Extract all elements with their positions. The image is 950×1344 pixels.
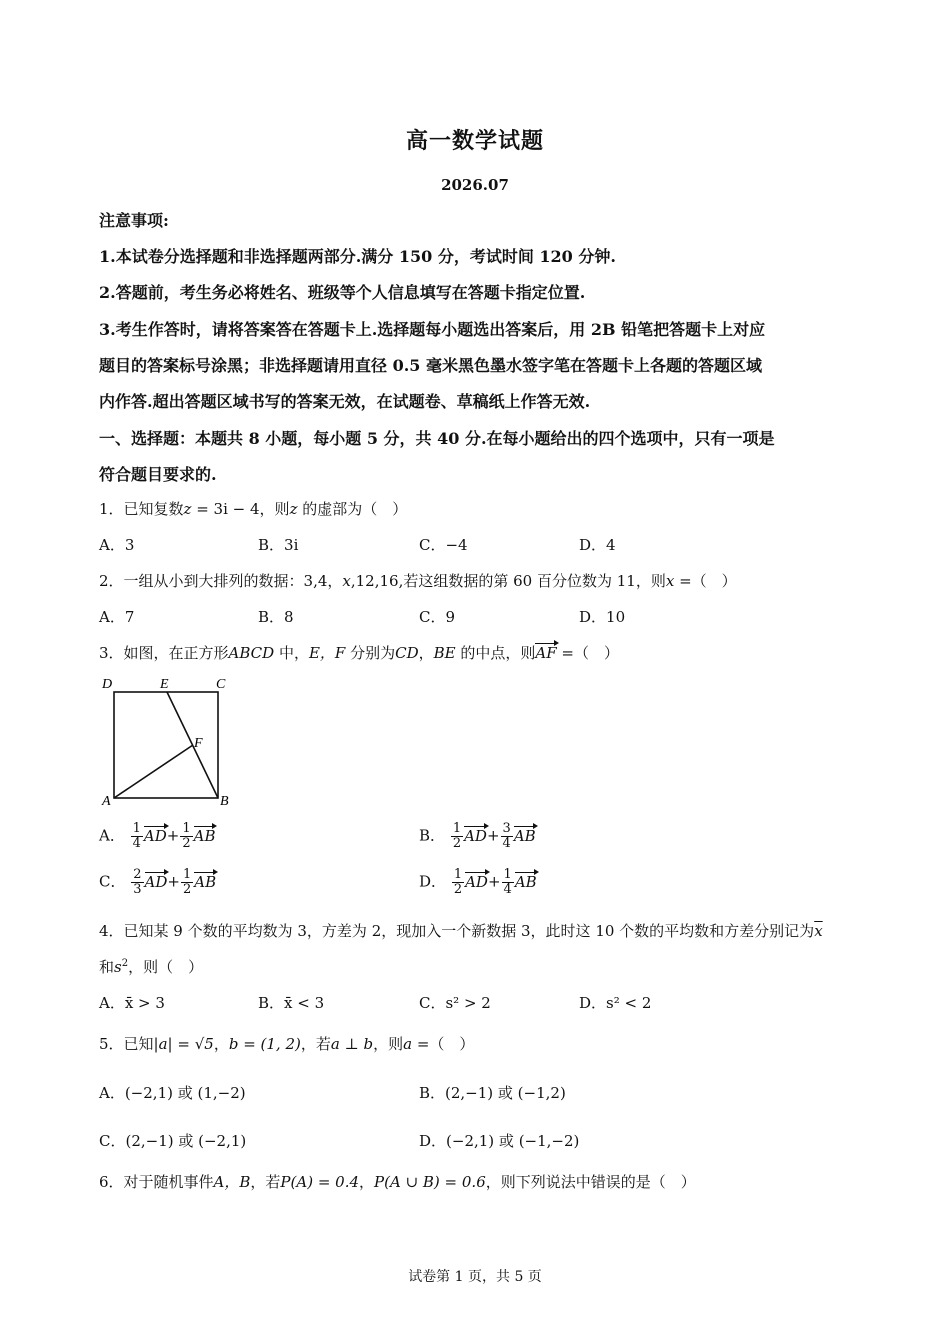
q3-c-frac1 bbox=[131, 868, 143, 897]
label-a: A bbox=[102, 794, 111, 809]
page-footer: 试卷第 1 页，共 5 页 bbox=[408, 1269, 542, 1285]
label-e: E bbox=[160, 677, 169, 692]
q2-x2: x bbox=[665, 572, 675, 590]
q5-option-c: C．(2,−1) 或 (−2,1) bbox=[99, 1132, 247, 1150]
q5-perp: a ⊥ b bbox=[330, 1035, 374, 1053]
section-heading-1: 一、选择题：本题共 8 小题，每小题 5 分，共 40 分.在每小题给出的四个选项中，只有一项是 bbox=[99, 429, 775, 448]
q3-b-frac2-den: 4 bbox=[502, 836, 511, 851]
q5-pre: 5．已知 bbox=[99, 1035, 154, 1053]
q3-a-vec2: AB bbox=[193, 826, 216, 845]
q3-af-vector: AF bbox=[535, 644, 557, 662]
q3-pre: 3．如图，在正方形 bbox=[99, 644, 229, 662]
q4-option-b: B．x̄ < 3 bbox=[258, 994, 325, 1012]
q1-option-b: B．3i bbox=[258, 536, 299, 554]
square-figure bbox=[96, 672, 246, 812]
q2-option-b: B．8 bbox=[258, 608, 294, 626]
q2-option-d: D．10 bbox=[579, 608, 626, 626]
q3-d-plus: + bbox=[487, 872, 501, 891]
q4-text: 4．已知某 9 个数的平均数为 3，方差为 2，现加入一个新数据 3，此时这 10 个数的平均数和方差分别记为 bbox=[99, 922, 815, 940]
label-d: D bbox=[102, 677, 113, 692]
q5-comma: ， bbox=[213, 1035, 229, 1053]
q4-end: ，则（ ） bbox=[128, 958, 204, 976]
note-line-3a: 3.考生作答时，请将答案答在答题卡上.选择题每小题选出答案后，用 2B 铅笔把答题卡上对应 bbox=[99, 320, 766, 339]
q3-a-plus: + bbox=[166, 826, 180, 845]
q5-a: a bbox=[403, 1035, 413, 1053]
q3-option-c bbox=[99, 868, 216, 897]
q1-option-d: D．4 bbox=[579, 536, 616, 554]
q3-mid: 中， bbox=[274, 644, 309, 662]
q2-post: ,若这组数据的第 60 百分位数为 11，则 bbox=[398, 572, 666, 590]
q3-mid2: 分别为 bbox=[345, 644, 396, 662]
q3-post: 的中点，则 bbox=[455, 644, 536, 662]
q5-option-a: A．(−2,1) 或 (1,−2) bbox=[99, 1084, 246, 1102]
label-c: C bbox=[216, 677, 226, 692]
q5-post: ，则 bbox=[373, 1035, 404, 1053]
q3-c-vec2: AB bbox=[194, 872, 217, 891]
q3-end: =（ ） bbox=[556, 644, 619, 662]
question-3 bbox=[99, 642, 619, 663]
q3-d-frac2-den: 4 bbox=[503, 882, 512, 897]
note-line-3b: 题目的答案标号涂黑；非选择题请用直径 0.5 毫米黑色墨水签字笔在答题卡上各题的答题区域 bbox=[99, 356, 762, 375]
q4-option-a: A．x̄ > 3 bbox=[99, 994, 165, 1012]
q6-mid: ，若 bbox=[250, 1173, 281, 1191]
note-line-1: 1.本试卷分选择题和非选择题两部分.满分 150 分，考试时间 120 分钟. bbox=[99, 247, 616, 266]
q6-comma: ， bbox=[359, 1173, 375, 1191]
q5-option-b: B．(2,−1) 或 (−1,2) bbox=[419, 1084, 566, 1102]
q6-pre: 6．对于随机事件 bbox=[99, 1173, 214, 1191]
q3-b-plus: + bbox=[486, 826, 500, 845]
q1-z: z bbox=[183, 500, 192, 518]
q3-b-frac2-num: 3 bbox=[502, 821, 511, 836]
q5-abs: |a| = √5 bbox=[153, 1035, 214, 1053]
q4-s: s bbox=[114, 958, 122, 976]
q3-d-frac1 bbox=[452, 868, 464, 897]
q3-d-vec2: AB bbox=[514, 872, 537, 891]
question-4-line-2 bbox=[99, 956, 203, 977]
question-2 bbox=[99, 570, 737, 591]
question-4-line-1 bbox=[99, 920, 823, 941]
section-heading-2: 符合题目要求的. bbox=[99, 465, 217, 484]
q2-option-c: C．9 bbox=[419, 608, 456, 626]
q3-c-frac1-den: 3 bbox=[133, 882, 142, 897]
q3-be: BE bbox=[433, 644, 456, 662]
page-title: 高一数学试题 bbox=[405, 128, 544, 154]
q3-b-label: B． bbox=[419, 826, 446, 845]
notes-heading: 注意事项: bbox=[99, 211, 169, 230]
q5-b: b = (1, 2) bbox=[228, 1035, 301, 1053]
q3-square: ABCD bbox=[228, 644, 275, 662]
q3-comma: ， bbox=[418, 644, 434, 662]
q2-pre: 2．一组从小到大排列的数据： bbox=[99, 572, 304, 590]
q3-d-label: D． bbox=[419, 872, 447, 891]
q1-z2: z bbox=[289, 500, 298, 518]
q3-d-frac1-den: 2 bbox=[453, 882, 463, 897]
q1-pre: 1．已知复数 bbox=[99, 500, 184, 518]
q6-pab: P(A ∪ B) = 0.6 bbox=[374, 1173, 486, 1191]
q3-b-frac1 bbox=[451, 822, 463, 851]
q2-x: x bbox=[342, 572, 351, 590]
q3-c-frac2 bbox=[181, 868, 193, 897]
segment-af bbox=[114, 745, 193, 798]
q3-c-frac1-num: 2 bbox=[133, 867, 142, 882]
q6-ab: A，B bbox=[213, 1173, 251, 1191]
q2-option-a: A．7 bbox=[99, 608, 135, 626]
question-6 bbox=[99, 1171, 696, 1192]
q3-c-frac2-den: 2 bbox=[182, 882, 192, 897]
q5-end: =（ ） bbox=[412, 1035, 475, 1053]
q3-option-d bbox=[419, 868, 537, 897]
q3-b-frac2 bbox=[501, 822, 513, 851]
q3-a-label: A． bbox=[99, 826, 125, 845]
q3-c-plus: + bbox=[167, 872, 180, 891]
q5-mid: ，若 bbox=[300, 1035, 331, 1053]
question-1 bbox=[99, 498, 407, 519]
note-line-2: 2.答题前，考生务必将姓名、班级等个人信息填写在答题卡指定位置. bbox=[99, 283, 586, 302]
q6-pa: P(A) = 0.4 bbox=[280, 1173, 360, 1191]
question-5 bbox=[99, 1033, 474, 1054]
label-b: B bbox=[220, 794, 229, 809]
q3-a-frac1 bbox=[131, 822, 143, 851]
q1-end: 的虚部为（ ） bbox=[297, 500, 408, 518]
q3-c-label: C． bbox=[99, 872, 126, 891]
q1-post: ，则 bbox=[259, 500, 290, 518]
exam-date: 2026.07 bbox=[441, 176, 509, 194]
q3-c-frac2-num: 1 bbox=[182, 867, 192, 882]
q3-a-vec1: AD bbox=[143, 826, 167, 845]
q3-a-frac2 bbox=[180, 822, 192, 851]
label-f: F bbox=[194, 736, 203, 751]
q4-option-d: D．s² < 2 bbox=[579, 994, 652, 1012]
q3-b-vec1: AD bbox=[464, 826, 487, 845]
q3-b-vec2: AB bbox=[513, 826, 536, 845]
q4-xbar: $\overline{x}$ bbox=[814, 922, 823, 940]
q3-b-frac1-num: 1 bbox=[452, 821, 462, 836]
q3-a-frac1-den: 4 bbox=[132, 836, 141, 851]
q3-a-frac1-num: 1 bbox=[132, 821, 141, 836]
q3-option-b bbox=[419, 822, 536, 851]
q3-d-vec1: AD bbox=[465, 872, 488, 891]
q4-and: 和 bbox=[99, 958, 115, 976]
q4-option-c: C．s² > 2 bbox=[419, 994, 491, 1012]
q2-end: =（ ） bbox=[674, 572, 737, 590]
q3-d-frac2 bbox=[502, 868, 514, 897]
q1-option-a: A．3 bbox=[99, 536, 135, 554]
q6-end: ，则下列说法中错误的是（ ） bbox=[485, 1173, 696, 1191]
q3-cd: CD bbox=[395, 644, 419, 662]
q3-option-a bbox=[99, 822, 215, 851]
q3-ef: E，F bbox=[308, 644, 346, 662]
q3-c-vec1: AD bbox=[144, 872, 168, 891]
q1-expr: = 3i − 4 bbox=[191, 500, 260, 518]
q1-option-c: C．−4 bbox=[419, 536, 468, 554]
note-line-3c: 内作答.超出答题区域书写的答案无效，在试题卷、草稿纸上作答无效. bbox=[99, 392, 591, 411]
q4-sup: 2 bbox=[121, 958, 129, 969]
q3-d-frac2-num: 1 bbox=[503, 867, 512, 882]
q3-a-frac2-num: 1 bbox=[182, 821, 191, 836]
q5-option-d: D．(−2,1) 或 (−1,−2) bbox=[419, 1132, 580, 1150]
q3-d-frac1-num: 1 bbox=[453, 867, 463, 882]
q3-b-frac1-den: 2 bbox=[452, 836, 462, 851]
q3-a-frac2-den: 2 bbox=[182, 836, 191, 851]
q2-data: 3,4， bbox=[303, 572, 343, 590]
q2-data2: ,12,16 bbox=[350, 572, 399, 590]
